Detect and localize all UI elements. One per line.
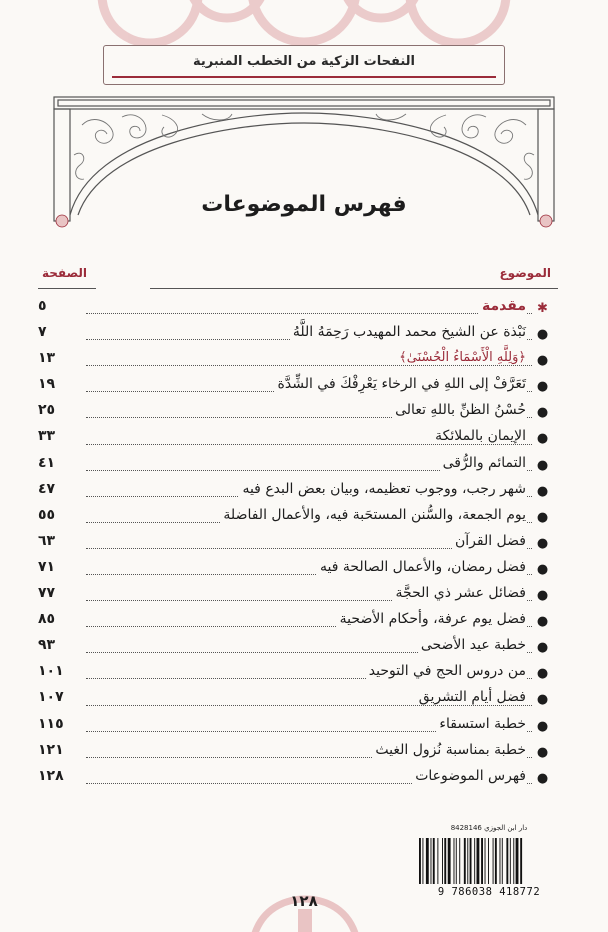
toc-entry-title: خطبة عيد الأضحى <box>418 637 526 653</box>
toc-entry-title: فضل أيام التشريق <box>416 689 526 705</box>
toc-entry-page: ٥٥ <box>38 506 56 523</box>
toc-entry[interactable] <box>38 347 550 373</box>
bullet-icon: ● <box>536 379 549 395</box>
page-number: ١٢٨ <box>290 892 318 910</box>
bullet-icon: ● <box>536 327 549 343</box>
toc-entry-page: ٢٥ <box>38 402 56 419</box>
toc-entry-page: ٣٣ <box>38 428 56 445</box>
toc-entry-page: ١٠١ <box>38 663 64 680</box>
toc-entry[interactable] <box>38 399 550 425</box>
toc-entry-page: ٧١ <box>38 558 56 575</box>
dot-leader <box>86 313 532 314</box>
toc-entry-title: خطبة بمناسبة نُزول الغيث <box>372 742 526 758</box>
barcode-bars <box>416 836 562 886</box>
toc-entry-title: حُسْنُ الظنِّ باللهِ تعالى <box>392 402 526 418</box>
table-of-contents <box>38 295 550 791</box>
toc-entry-title: فضائل عشر ذي الحجَّة <box>393 585 526 601</box>
header-rule <box>38 288 96 289</box>
toc-entry-title: يوم الجمعة، والسُّنن المستحَبة فيه، والأعمال الفاضلة <box>220 507 526 523</box>
running-title: النفحات الزكية من الخطب المنبرية <box>193 54 415 69</box>
star-bullet-icon: ✱ <box>537 301 548 316</box>
toc-entry-page: ٨٥ <box>38 611 56 628</box>
bullet-icon: ● <box>536 770 549 786</box>
isbn-number: 9 786038 418772 <box>437 886 541 898</box>
bullet-icon: ● <box>536 431 549 447</box>
toc-entry[interactable] <box>38 634 550 660</box>
top-ornament <box>0 0 608 50</box>
bullet-icon: ● <box>536 509 549 525</box>
toc-entry[interactable] <box>38 530 550 556</box>
toc-entry-page: ١٠٧ <box>38 689 64 706</box>
page-title: فهرس الموضوعات <box>201 192 407 217</box>
bullet-icon: ● <box>536 588 549 604</box>
bullet-icon: ● <box>536 744 549 760</box>
toc-entry[interactable] <box>38 713 550 739</box>
toc-entry-title: شهر رجب، ووجوب تعظيمه، وبيان بعض البدع فيه <box>239 481 526 497</box>
toc-entry-page: ١٢٨ <box>38 767 64 784</box>
toc-entry-title: نَبْذة عن الشيخ محمد المهيدب رَحِمَهُ اللَّهُ <box>290 324 526 340</box>
toc-entry-title: فضل يوم عرفة، وأحكام الأضحية <box>337 611 526 627</box>
running-header <box>103 45 505 85</box>
dot-leader <box>86 365 532 366</box>
bullet-icon: ● <box>536 353 549 369</box>
toc-entry[interactable] <box>38 556 550 582</box>
toc-entry-title: التمائم والرُّقى <box>440 455 526 471</box>
toc-entry-page: ٤٧ <box>38 480 56 497</box>
bullet-icon: ● <box>536 561 549 577</box>
toc-entry-page: ١١٥ <box>38 715 64 732</box>
bullet-icon: ● <box>536 718 549 734</box>
bullet-icon: ● <box>536 614 549 630</box>
toc-entry-title: فضل رمضان، والأعمال الصالحة فيه <box>317 559 526 575</box>
bullet-icon: ● <box>536 457 549 473</box>
toc-entry[interactable] <box>38 739 550 765</box>
toc-entry-title: ﴿وَلِلَّهِ الْأَسْمَاءُ الْحُسْنَىٰ﴾ <box>396 350 526 365</box>
page-column-header: الصفحة <box>42 266 88 280</box>
toc-entry-title: الإيمان بالملائكة <box>432 428 526 444</box>
header-rule <box>150 288 558 289</box>
bullet-icon: ● <box>536 666 549 682</box>
topic-column-header: الموضوع <box>499 266 551 280</box>
toc-entry-page: ٦٣ <box>38 532 56 549</box>
toc-entry-page: ١٩ <box>38 376 56 393</box>
toc-entry-page: ٩٣ <box>38 637 56 654</box>
toc-entry-page: ٧ <box>38 324 47 341</box>
bullet-icon: ● <box>536 692 549 708</box>
toc-entry-title: فهرس الموضوعات <box>412 768 526 784</box>
publisher-code: دار ابن الجوزي 8428146 <box>450 824 528 832</box>
toc-entry-title: فضل القرآن <box>452 533 526 549</box>
toc-entry[interactable] <box>38 660 550 686</box>
toc-entry[interactable] <box>38 478 550 504</box>
bullet-icon: ● <box>536 640 549 656</box>
toc-entry-page: ١٣ <box>38 350 56 367</box>
toc-entry[interactable] <box>38 686 550 712</box>
toc-entry-page: ٤١ <box>38 454 56 471</box>
bullet-icon: ● <box>536 483 549 499</box>
toc-entry-title: خطبة استسقاء <box>436 716 526 732</box>
toc-entry[interactable] <box>38 765 550 791</box>
toc-entry-page: ١٢١ <box>38 741 64 758</box>
toc-entry[interactable] <box>38 608 550 634</box>
toc-entry[interactable] <box>38 295 550 321</box>
toc-entry[interactable] <box>38 425 550 451</box>
toc-entry-title: من دروس الحج في التوحيد <box>366 663 526 679</box>
toc-entry[interactable] <box>38 373 550 399</box>
toc-entry[interactable] <box>38 321 550 347</box>
toc-entry-title: تَعَرَّفْ إلى اللهِ في الرخاء يَعْرِفْكَ في الشِّدَّة <box>275 376 526 392</box>
toc-entry[interactable] <box>38 452 550 478</box>
toc-entry[interactable] <box>38 504 550 530</box>
bullet-icon: ● <box>536 535 549 551</box>
toc-entry-title: مقدمة <box>479 298 526 314</box>
bullet-icon: ● <box>536 405 549 421</box>
toc-entry-page: ٧٧ <box>38 585 56 602</box>
toc-entry[interactable] <box>38 582 550 608</box>
toc-entry-page: ٥ <box>38 298 47 314</box>
